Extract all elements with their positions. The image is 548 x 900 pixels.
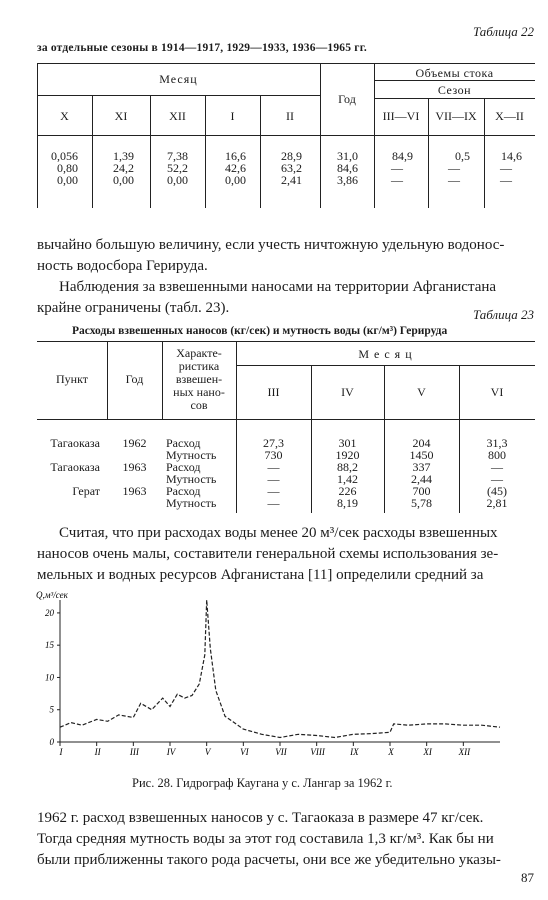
table-cell: — [491,460,503,474]
table-cell: 28,9 [281,149,302,163]
table-cell: 42,6 [225,161,246,175]
page-number: 87 [521,870,534,885]
month-col-header: II [286,109,294,123]
x-tick-label: VII [275,747,287,757]
table-cell: 52,2 [167,161,188,175]
text-line: вычайно большую величину, если учесть ничтожную удельную водонос- [37,237,505,253]
x-tick-label: IV [166,747,176,757]
x-tick-label: XI [423,747,432,757]
x-tick-label: IX [350,747,359,757]
table-cell: 88,2 [337,460,358,474]
col-header-characteristic [162,347,236,412]
table-cell: 27,3 [263,436,284,450]
year-header: Год [338,92,356,106]
table-cell: Герат [72,484,100,498]
table-title: Расходы взвешенных наносов (кг/сек) и мутность воды (кг/м³) Герируда [72,325,448,337]
text-line: были приближенны такого рода расчеты, они все же убедительно указы- [37,852,501,868]
y-tick-label: 10 [45,672,54,683]
table-heading: за отдельные сезоны в 1914—1917, 1929—1933, 1936—1965 гг. [37,42,367,54]
header-line: ных нано- [173,385,225,399]
table-cell: — [391,173,403,187]
table-cell: 1,42 [337,472,358,486]
x-tick-label: X [388,747,394,757]
table-cell: 84,9 [392,149,413,163]
table-cell: — [267,460,280,474]
x-tick-label: V [204,747,211,757]
season-col-header: X—II [495,109,524,123]
table-cell: 700 [412,484,431,498]
table-cell: 2,41 [281,173,302,187]
month-col-header: XII [169,109,186,123]
text-line: крайне ограничены (табл. 23). [37,300,230,316]
table-cell: 1450 [409,448,434,462]
table-cell: — [500,173,512,187]
y-axis-label: Q,м³/сек [36,590,68,600]
chart-svg [30,590,510,770]
x-tick-label: II [94,747,101,757]
text-line: 1962 г. расход взвешенных наносов у с. Тагаоказа в размере 47 кг/сек. [37,810,484,826]
table-cell: 16,6 [225,149,246,163]
table-cell: 63,2 [281,161,302,175]
month-col-header: XI [114,109,128,123]
text-line: ность водосбора Герируда. [37,258,208,274]
table-label: Таблица 22 [472,24,534,39]
table-cell: 7,38 [167,149,188,163]
volumes-header: Объемы стока [415,66,494,80]
table-cell: 3,86 [337,173,358,187]
month-col-header: I [230,109,235,123]
table-cell: Расход [166,484,201,498]
table-cell: — [267,484,280,498]
table-cell: Мутность [166,496,217,510]
month-col-header: VI [490,385,504,399]
table-cell: — [267,472,280,486]
month-col-header: IV [341,385,354,399]
month-col-header: V [417,385,426,399]
table-cell: 24,2 [113,161,134,175]
season-col-header: III—VI [382,109,420,123]
table-cell: 31,3 [486,436,508,450]
text-line: наносов очень малы, составители генеральной схемы использования зе- [37,546,499,562]
table-cell: 5,78 [411,496,432,510]
x-tick-label: III [129,747,139,757]
table-cell: (45) [487,484,507,498]
table-cell: 0,00 [167,173,188,187]
x-tick-label: VI [240,747,249,757]
month-col-header: III [267,385,280,399]
table-cell: 730 [264,448,283,462]
table-cell: 1920 [335,448,360,462]
table-cell: 2,81 [486,496,508,510]
text-line: Тогда средняя мутность воды за этот год составила 1,3 кг/м³. Как бы ни [37,831,494,847]
table-cell: — [500,161,512,175]
table-cell: 0,00 [57,173,78,187]
text-line: Считая, что при расходах воды менее 20 м³/сек расходы взвешенных [59,525,498,541]
month-col-header: X [60,109,69,123]
y-tick-label: 20 [45,607,54,618]
text-line: мельных и водных ресурсов Афганистана [11] определили средний за [37,567,484,583]
table-cell: 204 [412,436,431,450]
table-cell: 1962 [122,436,147,450]
table-cell: Тагаоказа [50,436,100,450]
table-cell: 226 [338,484,357,498]
paragraph [37,235,535,319]
paragraph [37,808,535,871]
header-line: ристика [178,359,220,373]
header-line: сов [190,398,208,412]
table-cell: 1963 [122,460,147,474]
table-cell: 0,00 [225,173,246,187]
table-cell: Расход [166,460,201,474]
month-header: Месяц [159,72,198,86]
col-header-year: Год [125,372,144,386]
table-cell: 0,5 [455,149,470,163]
text-line: Наблюдения за взвешенными наносами на территории Афганистана [59,279,497,295]
paragraph [37,523,535,586]
y-tick-label: 5 [49,704,54,715]
x-tick-label: I [59,747,63,757]
table-cell: — [391,161,403,175]
figure-caption: Рис. 28. Гидрограф Каугана у с. Лангар за 1962 г. [132,776,393,790]
table-cell: 0,00 [113,173,134,187]
table-cell: 14,6 [501,149,522,163]
table-cell: 337 [412,460,431,474]
table-cell: 800 [488,448,506,462]
table-cell: Мутность [166,448,217,462]
hydrograph-chart [30,590,510,770]
table-cell: 1,39 [113,149,134,163]
x-tick-label: VIII [310,747,325,757]
month-header: М е с я ц [358,347,413,361]
header-line: Характе- [176,346,222,360]
table-cell: 0,056 [51,149,78,163]
y-tick-label: 0 [49,737,54,747]
season-col-header: VII—IX [435,109,477,123]
table-cell: 84,6 [337,161,358,175]
table-cell: — [491,472,503,486]
table-cell: 31,0 [337,149,358,163]
table-cell: 0,80 [57,161,78,175]
y-tick-label: 15 [45,640,54,651]
table-cell: 301 [338,436,357,450]
table-label: Таблица 23 [472,307,534,322]
table-cell: Расход [166,436,201,450]
table-cell: — [448,173,460,187]
table-cell: 2,44 [411,472,432,486]
x-tick-label: XII [458,747,471,757]
table-cell: — [448,161,460,175]
series-line [60,600,500,738]
season-header: Сезон [437,83,472,97]
header-line: взвешен- [175,372,223,386]
table-cell: Мутность [166,472,217,486]
table-cell: 8,19 [337,496,358,510]
table-cell: — [267,496,280,510]
table-cell: 1963 [122,484,147,498]
col-header-point: Пункт [55,372,88,386]
table-cell: Тагаоказа [50,460,100,474]
